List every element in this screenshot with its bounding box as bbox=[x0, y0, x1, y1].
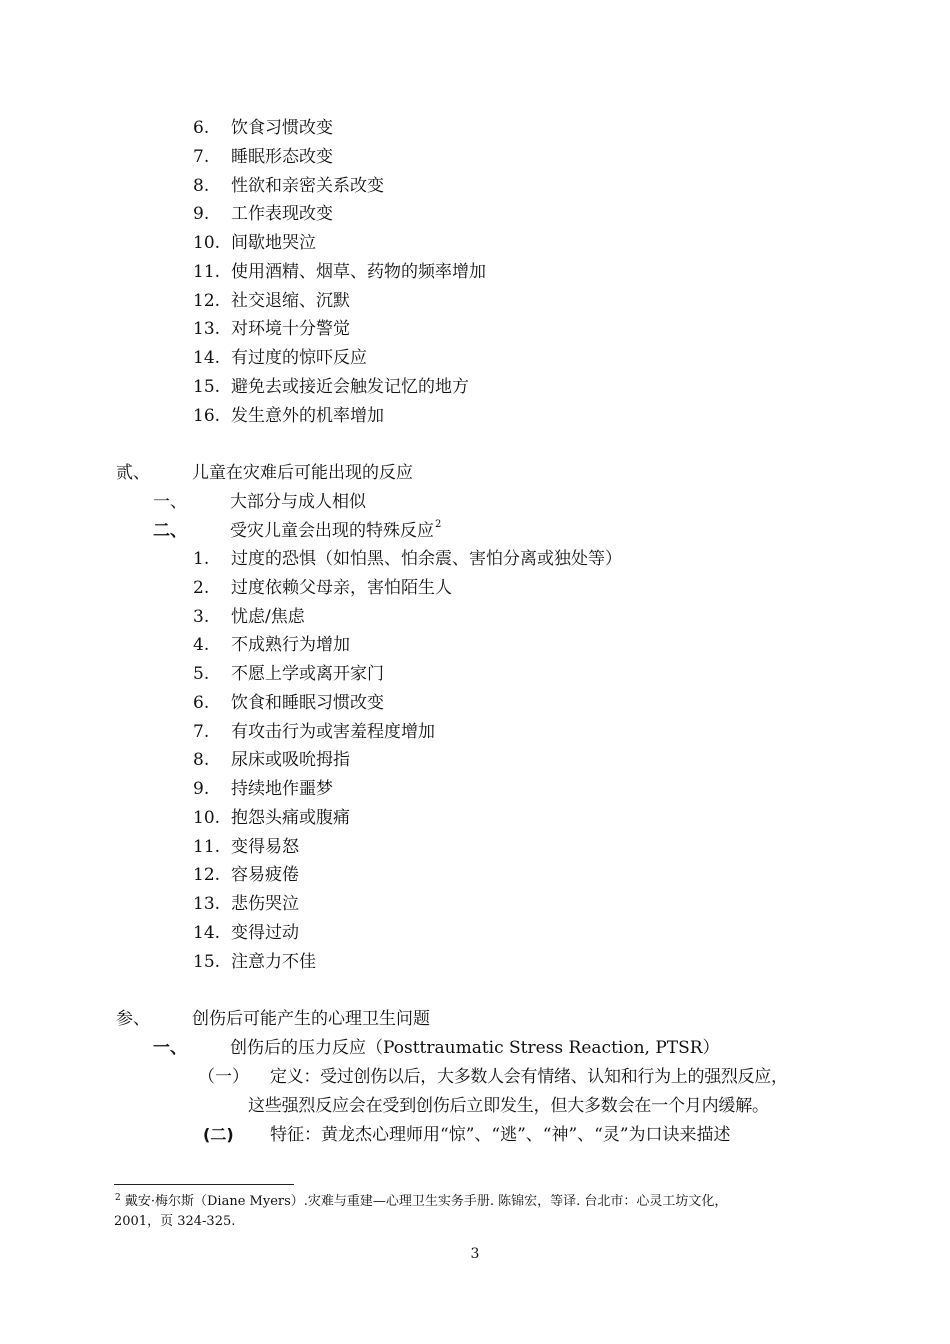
list-item-number: 13. bbox=[193, 319, 221, 340]
list-item-text: 变得易怒 bbox=[231, 836, 299, 857]
list-item-number: 6. bbox=[193, 118, 210, 138]
subsection-text: 创伤后的压力反应（Posttraumatic Stress Reaction, PTSR） bbox=[230, 1038, 720, 1058]
list-item-text: 过度的恐惧（如怕黑、怕余震、害怕分离或独处等） bbox=[231, 549, 622, 569]
list-item-text: 对环境十分警觉 bbox=[231, 319, 350, 340]
definition-line-2: 这些强烈反应会在受到创伤后立即发生，但大多数会在一个月内缓解。 bbox=[248, 1096, 769, 1116]
list-item-text: 抱怨头痛或腹痛 bbox=[231, 807, 350, 828]
list-item-number: 6. bbox=[193, 692, 210, 713]
list-item-text: 有过度的惊吓反应 bbox=[231, 348, 367, 368]
list-item-number: 10. bbox=[193, 807, 221, 828]
list-item-text: 性欲和亲密关系改变 bbox=[231, 175, 384, 196]
list-item-text: 间歇地哭泣 bbox=[231, 233, 316, 253]
section-number: 贰、 bbox=[116, 463, 150, 483]
feature-text: 特征：黄龙杰心理师用“惊”、“逃”、“神”、“灵”为口诀来描述 bbox=[270, 1125, 731, 1145]
list-item-text: 饮食和睡眠习惯改变 bbox=[231, 692, 384, 713]
list-item-number: 5. bbox=[193, 664, 210, 684]
list-item-number: 10. bbox=[193, 233, 221, 253]
list-item-number: 16. bbox=[193, 405, 221, 426]
footnote-line-1 bbox=[114, 1192, 834, 1212]
footnote-line-2: 2001，页 324-325. bbox=[114, 1214, 236, 1229]
list-item-number: 4. bbox=[193, 635, 210, 656]
list-item-number: 9. bbox=[193, 204, 210, 225]
list-item-number: 11. bbox=[193, 261, 221, 282]
item-number: （一） bbox=[198, 1067, 249, 1087]
section-number: 参、 bbox=[116, 1009, 150, 1029]
list-item-number: 12. bbox=[193, 290, 221, 311]
list-item-text: 变得过动 bbox=[231, 922, 299, 943]
list-item-text: 使用酒精、烟草、药物的频率增加 bbox=[231, 261, 486, 282]
list-item-number: 1. bbox=[193, 549, 210, 569]
subsection-number: 一、 bbox=[153, 492, 187, 512]
list-item-number: 15. bbox=[193, 376, 221, 397]
list-item-number: 14. bbox=[193, 922, 221, 943]
list-item-text: 睡眠形态改变 bbox=[231, 146, 333, 167]
item-number: (二) bbox=[203, 1125, 234, 1144]
list-item-number: 2. bbox=[193, 577, 210, 598]
subsection-text bbox=[230, 519, 441, 543]
list-item-text: 饮食习惯改变 bbox=[231, 118, 333, 138]
list-item-text: 避免去或接近会触发记忆的地方 bbox=[231, 376, 469, 397]
list-item-text: 持续地作噩梦 bbox=[231, 779, 333, 799]
list-item-number: 3. bbox=[193, 606, 210, 627]
list-item-text: 注意力不佳 bbox=[231, 951, 316, 972]
section-title: 创伤后可能产生的心理卫生问题 bbox=[192, 1009, 430, 1029]
list-item-text: 悲伤哭泣 bbox=[231, 894, 299, 914]
footnote-marker: 2 bbox=[115, 1193, 121, 1203]
list-item-text: 发生意外的机率增加 bbox=[231, 405, 384, 426]
list-item-text: 尿床或吸吮拇指 bbox=[231, 750, 350, 771]
list-item-text: 有攻击行为或害羞程度增加 bbox=[231, 721, 435, 742]
list-item-number: 8. bbox=[193, 750, 210, 771]
footnote bbox=[114, 1192, 834, 1232]
footnote-separator bbox=[114, 1184, 294, 1185]
section-title: 儿童在灾难后可能出现的反应 bbox=[192, 463, 413, 483]
list-item-number: 9. bbox=[193, 779, 210, 799]
page-number: 3 bbox=[470, 1246, 480, 1262]
list-item-number: 7. bbox=[193, 721, 210, 742]
list-item-number: 12. bbox=[193, 865, 221, 886]
list-item-number: 14. bbox=[193, 348, 221, 368]
list-item-text: 容易疲倦 bbox=[231, 865, 299, 886]
list-item-number: 8. bbox=[193, 175, 210, 196]
definition-line-1: 定义：受过创伤以后，大多数人会有情绪、认知和行为上的强烈反应， bbox=[270, 1067, 788, 1087]
list-item-text: 过度依赖父母亲，害怕陌生人 bbox=[231, 577, 452, 598]
footnote-reference[interactable]: 2 bbox=[435, 519, 442, 530]
list-item-text: 不成熟行为增加 bbox=[231, 635, 350, 656]
footnote-text: 戴安·梅尔斯（Diane Myers）.灾难与重建—心理卫生实务手册. 陈锦宏，等译. 台北市：心灵工坊文化， bbox=[124, 1194, 728, 1209]
subsection-text: 大部分与成人相似 bbox=[230, 492, 366, 512]
list-item-number: 7. bbox=[193, 146, 210, 167]
list-item-text: 忧虑/焦虑 bbox=[231, 606, 305, 627]
subsection-text-content: 受灾儿童会出现的特殊反应 bbox=[230, 521, 434, 541]
list-item-number: 13. bbox=[193, 894, 221, 914]
list-item-number: 15. bbox=[193, 951, 221, 972]
subsection-number: 二、 bbox=[153, 521, 187, 541]
list-item-text: 社交退缩、沉默 bbox=[231, 290, 350, 311]
list-item-number: 11. bbox=[193, 836, 221, 857]
subsection-number: 一、 bbox=[153, 1038, 187, 1058]
list-item-text: 工作表现改变 bbox=[231, 204, 333, 225]
list-item-text: 不愿上学或离开家门 bbox=[231, 664, 384, 684]
